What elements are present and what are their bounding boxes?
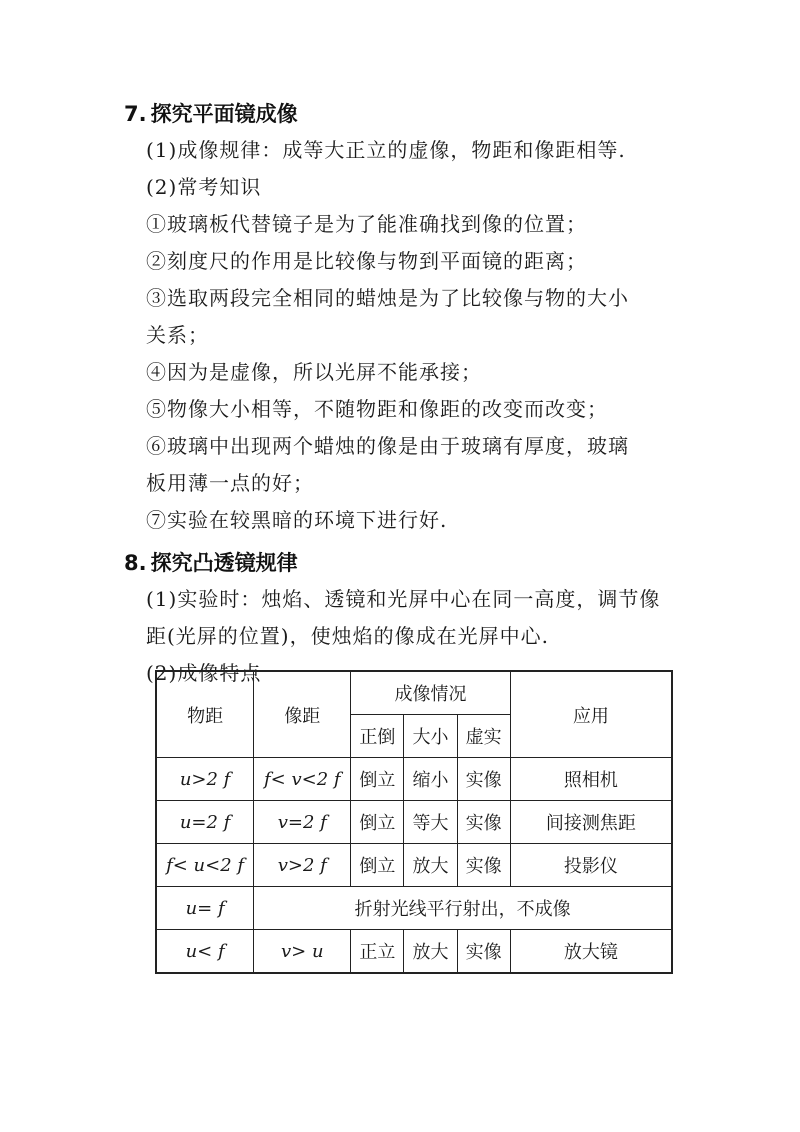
section-8-line-2: 距(光屏的位置)，使烛焰的像成在光屏中心.	[146, 624, 549, 648]
cell-size: 放大	[404, 844, 457, 887]
section-7-number: 7.	[124, 102, 147, 126]
section-7-line-5: ③选取两段完全相同的蜡烛是为了比较像与物的大小	[146, 286, 629, 310]
section-7-line-2: (2)常考知识	[146, 175, 262, 199]
section-7-line-3: ①玻璃板代替镜子是为了能准确找到像的位置；	[146, 212, 587, 236]
table-row-merged	[156, 887, 672, 930]
section-8-line-3: (2)成像特点	[146, 661, 262, 685]
cell-orientation: 正立	[351, 930, 404, 974]
cell-v: v>2 f	[254, 844, 351, 887]
section-7-line-4: ②刻度尺的作用是比较像与物到平面镜的距离；	[146, 249, 587, 273]
cell-application: 间接测焦距	[510, 801, 672, 844]
cell-u: u=2 f	[156, 801, 254, 844]
cell-u: u= f	[156, 887, 254, 930]
cell-no-image: 折射光线平行射出，不成像	[254, 887, 672, 930]
section-7-line-10: 板用薄一点的好；	[146, 471, 314, 495]
cell-real-virtual: 实像	[457, 758, 510, 801]
cell-orientation: 倒立	[351, 801, 404, 844]
cell-v: v> u	[254, 930, 351, 974]
cell-application: 照相机	[510, 758, 672, 801]
cell-size: 放大	[404, 930, 457, 974]
header-application: 应用	[510, 671, 672, 758]
cell-size: 等大	[404, 801, 457, 844]
cell-orientation: 倒立	[351, 844, 404, 887]
section-7-heading: 探究平面镜成像	[150, 102, 298, 126]
cell-orientation: 倒立	[351, 758, 404, 801]
header-object-distance: 物距	[156, 671, 254, 758]
section-8-line-1: (1)实验时：烛焰、透镜和光屏中心在同一高度，调节像	[146, 587, 661, 611]
table-row	[156, 801, 672, 844]
header-orientation: 正倒	[351, 715, 404, 758]
section-7-title	[124, 96, 684, 132]
table-row	[156, 758, 672, 801]
cell-real-virtual: 实像	[457, 844, 510, 887]
cell-application: 投影仪	[510, 844, 672, 887]
cell-v: v=2 f	[254, 801, 351, 844]
section-7-line-11: ⑦实验在较黑暗的环境下进行好.	[146, 508, 448, 532]
cell-v: f< v<2 f	[254, 758, 351, 801]
section-7-line-7: ④因为是虚像，所以光屏不能承接；	[146, 360, 482, 384]
cell-real-virtual: 实像	[457, 801, 510, 844]
header-real-virtual: 虚实	[457, 715, 510, 758]
section-7-line-6: 关系；	[146, 323, 209, 347]
section-8-title	[124, 545, 684, 581]
header-image-situation: 成像情况	[351, 671, 510, 715]
cell-size: 缩小	[404, 758, 457, 801]
section-7-line-8: ⑤物像大小相等，不随物距和像距的改变而改变；	[146, 397, 608, 421]
section-8-heading: 探究凸透镜规律	[150, 551, 298, 575]
section-7-line-9: ⑥玻璃中出现两个蜡烛的像是由于玻璃有厚度，玻璃	[146, 434, 629, 458]
header-image-distance: 像距	[254, 671, 351, 758]
table-row	[156, 930, 672, 974]
cell-application: 放大镜	[510, 930, 672, 974]
cell-u: u>2 f	[156, 758, 254, 801]
section-8-number: 8.	[124, 551, 147, 575]
table-row	[156, 844, 672, 887]
section-7-line-1: (1)成像规律：成等大正立的虚像，物距和像距相等.	[146, 138, 626, 162]
cell-real-virtual: 实像	[457, 930, 510, 974]
document-page	[124, 96, 684, 692]
cell-u: f< u<2 f	[156, 844, 254, 887]
cell-u: u< f	[156, 930, 254, 974]
header-size: 大小	[404, 715, 457, 758]
lens-imaging-table	[155, 670, 673, 974]
